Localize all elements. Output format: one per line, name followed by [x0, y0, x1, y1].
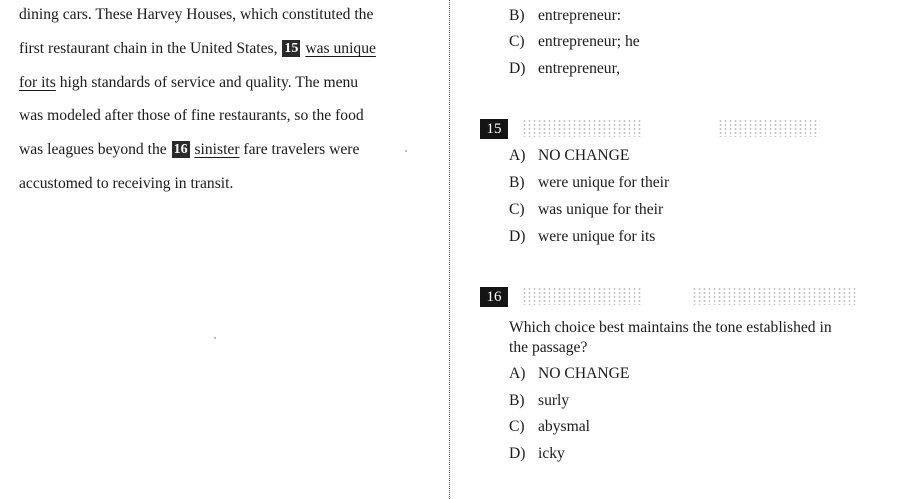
- q16-stem-line-1: Which choice best maintains the tone established in: [509, 319, 832, 336]
- option-letter: C): [509, 33, 525, 50]
- option-text: was unique for their: [538, 201, 664, 218]
- underlined-phrase-15-cont: for its: [19, 74, 56, 91]
- passage-line-1: [19, 5, 373, 25]
- option-letter: A): [509, 365, 526, 382]
- question-number-15: 15: [480, 119, 508, 139]
- passage-text: accustomed to receiving in transit.: [19, 175, 234, 192]
- passage-line-6: [19, 174, 233, 194]
- option-text: surly: [538, 392, 570, 409]
- option-letter: B): [509, 174, 525, 191]
- scan-speck: [405, 150, 407, 152]
- passage-text: high standards of service and quality. The menu: [55, 74, 359, 91]
- passage-text: fare travelers were: [239, 141, 360, 158]
- q15-option-b[interactable]: [509, 173, 669, 193]
- option-letter: D): [509, 445, 526, 462]
- option-letter: B): [509, 7, 525, 24]
- q16-option-c[interactable]: [509, 417, 590, 437]
- passage-text: was modeled after those of fine restaurants, so the food: [19, 107, 364, 124]
- question-marker-15[interactable]: 15: [284, 41, 299, 56]
- passage-line-5: [19, 140, 359, 160]
- q15-option-d[interactable]: [509, 227, 655, 247]
- passage-line-4: [19, 106, 364, 126]
- option-text: were unique for their: [538, 174, 670, 191]
- option-text: NO CHANGE: [538, 365, 630, 382]
- underlined-phrase-16: sinister: [194, 141, 240, 158]
- option-text: were unique for its: [538, 228, 656, 245]
- option-text: entrepreneur:: [538, 7, 622, 24]
- option-text: entrepreneur,: [538, 60, 621, 77]
- question-marker-16[interactable]: 16: [173, 142, 188, 157]
- q16-option-a[interactable]: [509, 364, 629, 384]
- scan-speck: [214, 337, 216, 339]
- passage-line-3: [19, 73, 358, 93]
- passage-line-2: [19, 39, 376, 59]
- option-text: entrepreneur; he: [538, 33, 640, 50]
- option-letter: D): [509, 60, 526, 77]
- option-text: icky: [538, 445, 565, 462]
- faded-scan-marks: [692, 287, 858, 305]
- passage-text: first restaurant chain in the United States,: [19, 40, 282, 57]
- passage-text: dining cars. These Harvey Houses, which constituted the: [19, 6, 374, 23]
- option-text: NO CHANGE: [538, 147, 630, 164]
- column-divider: [449, 0, 450, 499]
- option-letter: B): [509, 392, 525, 409]
- faded-scan-marks: [718, 119, 820, 137]
- faded-scan-marks: [522, 119, 642, 137]
- q14-option-c[interactable]: [509, 32, 640, 52]
- option-letter: A): [509, 147, 526, 164]
- q16-stem-line-2: the passage?: [509, 339, 588, 356]
- q15-option-a[interactable]: [509, 146, 629, 166]
- q16-option-d[interactable]: [509, 444, 565, 464]
- underlined-phrase-15: was unique: [305, 40, 376, 57]
- question-number-16: 16: [480, 287, 508, 307]
- option-text: abysmal: [538, 418, 590, 435]
- option-letter: C): [509, 418, 525, 435]
- option-letter: D): [509, 228, 526, 245]
- faded-scan-marks: [522, 287, 642, 305]
- q14-option-d[interactable]: [509, 59, 620, 79]
- q16-option-b[interactable]: [509, 391, 569, 411]
- q14-option-b[interactable]: [509, 6, 621, 26]
- option-letter: C): [509, 201, 525, 218]
- passage-text: was leagues beyond the: [19, 141, 171, 158]
- q15-option-c[interactable]: [509, 200, 663, 220]
